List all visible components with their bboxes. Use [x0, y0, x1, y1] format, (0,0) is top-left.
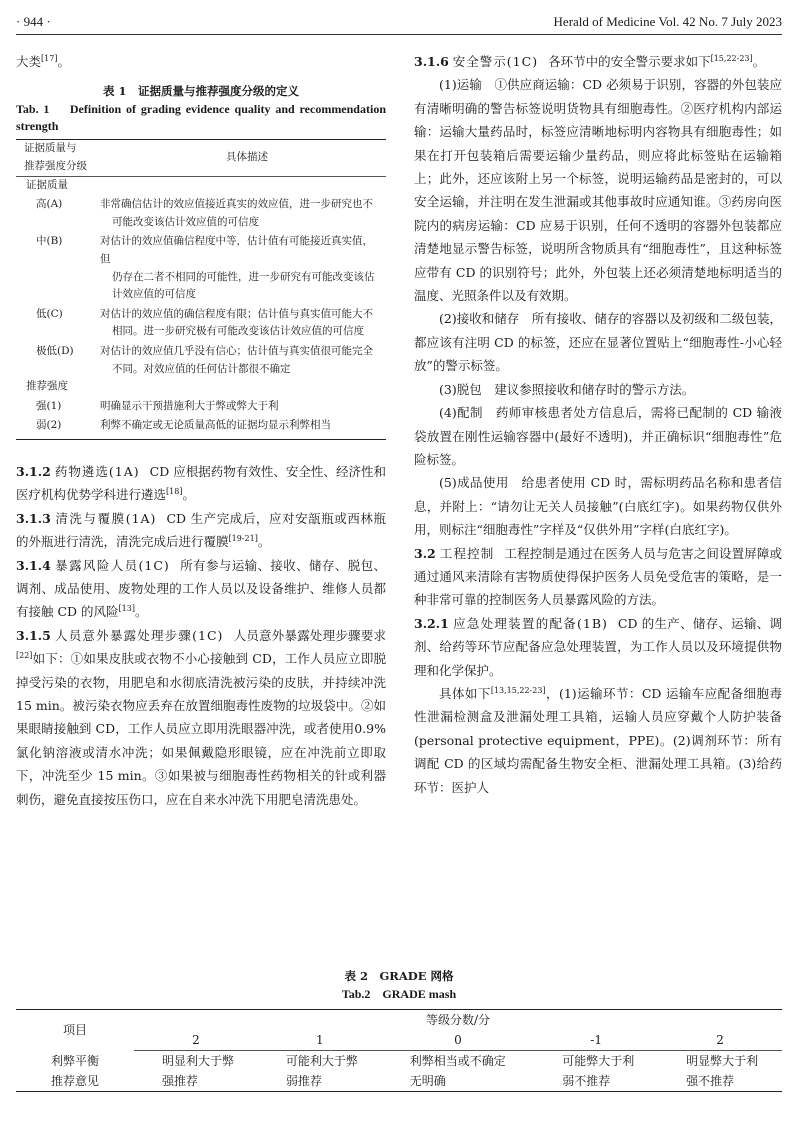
left-column [16, 50, 386, 811]
table1 [16, 139, 386, 440]
running-header [16, 12, 782, 35]
table2-score: 2 [134, 1030, 258, 1051]
page-number: · 944 · [16, 14, 51, 29]
table2-block [16, 968, 782, 1092]
table2-score-header: 等级分数/分 [425, 1013, 491, 1027]
table2-score: -1 [534, 1030, 658, 1051]
section-3-1-3: 3.1.3 清洗与覆膜(1A) CD 生产完成后，应对安瓿瓶或西林瓶的外瓶进行清洗，清洗完成后进行覆膜[19-21]。 [16, 510, 387, 550]
paragraph-unpack: (3)脱包 建议参照接收和储存时的警示方法。 [439, 381, 695, 397]
table2-caption-cn: 表 2 GRADE 网格 [344, 969, 454, 983]
table2-item-header: 项目 [62, 1023, 87, 1038]
table-row: 强(1) 明确显示干预措施利大于弊或弊大于利 [36, 399, 279, 412]
table-row: 利弊平衡 明显利大于弊 可能利大于弊 利弊相当或不确定 可能弊大于利 明显弊大于利 [50, 1053, 759, 1068]
paragraph-transport: (1)运输 ①供应商运输：CD 必须易于识别，容器的外包装应有清晰明确的警告标签说明货物具有细胞毒性。②医疗机构内部运输：运输大量药品时，标签应清晰地标明内容物具有细胞毒性；如果在打开包装箱后需要运输少量药品，则应将此标签贴在运输箱上；此外，还应该附上另一个标签，说明运输药品是密封的，可以安全运输，并注明在发生泄漏或其他事故时应通知谁。③药房向医院内的病房运输：CD 应易于识别，任何不透明的容器外包装都应清楚地显示警告标签，说明所含物质具有“细胞毒性”，且这种标签应带有 CD 的识别符号；此外，外包装上还必须清楚地标明适当的温度、光照条件以及有效期。 [414, 77, 782, 304]
table-row: 弱(2) 利弊不确定或无论质量高低的证据均显示利弊相当 [36, 419, 331, 432]
table-row: 极低(D) 对估计的效应值几乎没有信心；估计值与真实值很可能完全 不同。对效应值的任何估计都很不确定 [36, 344, 373, 375]
table-row: 低(C) 对估计的效应值的确信程度有限；估计值与真实值可能大不 相同。进一步研究极有可能改变该估计效应值的可信度 [36, 307, 373, 338]
paragraph-product-use: (5)成品使用 给患者使用 CD 时，需标明药品名称和患者信息，并附上：“请勿让无关人员接触”(白底红字)。如果药物仅供外用，则标注“细胞毒性”字样及“仅供外用”字样(白底红字)。 [414, 475, 782, 538]
table1-caption-cn: 表 1 证据质量与推荐强度分级的定义 [102, 84, 299, 99]
table2-score: 0 [382, 1030, 534, 1051]
table2 [16, 1009, 782, 1092]
section-3-1-5: 3.1.5 人员意外暴露处理步骤(1C) 人员意外暴露处理步骤要求[22]如下：①如果皮肤或衣物不小心接触到 CD，工作人员应立即脱掉受污染的衣物，用肥皂和水彻底清洗被污染的皮肤，并持续冲洗 15 min。被污染衣物应丢弃在放置细胞毒性废物的垃圾袋中。②如果眼睛接触到 CD，工作人员应立即用洗眼器冲洗，或者使用0.9%氯化钠溶液或清水冲洗；如果佩戴隐形眼镜，应在冲洗前立即取下，冲洗至少 15 min。③如果被与细胞毒性药物相关的针或利器刺伤，避免直接按压伤口，应在自来水冲洗下用肥皂清洗患处。 [16, 627, 386, 807]
section-3-2: 3.2 工程控制 工程控制是通过在医务人员与危害之间设置屏障或通过通风来清除有害物质使得保护医务人员免受危害的策略，是一种非常可靠的控制医务人员暴露风险的方法。 [414, 545, 782, 608]
table1-header [16, 140, 386, 176]
table2-caption-en: Tab.2 GRADE mash [341, 987, 457, 1001]
table2-score: 2 [658, 1030, 782, 1051]
table-row: 高(A) 非常确信估计的效应值接近真实的效应值，进一步研究也不 可能改变该估计效应值的可信度 [36, 198, 373, 228]
right-column [414, 50, 782, 799]
section-3-2-1: 3.2.1 应急处理装置的配备(1B) CD 的生产、储存、运输、调剂、给药等环节应配备应急处理装置，为工作人员以及环境提供物理和化学保护。 [414, 615, 782, 678]
table1-head-desc: 具体描述 [226, 151, 268, 164]
section-3-1-2: 3.1.2 药物遴选(1A) CD 应根据药物有效性、安全性、经济性和医疗机构优势学科进行遴选[18]。 [16, 463, 386, 503]
section-3-1-6: 3.1.6 安全警示(1C) 各环节中的安全警示要求如下[15,22-23]。 [414, 53, 766, 69]
paragraph-dispense: (4)配制 药师审核患者处方信息后，需将已配制的 CD 输液袋放置在刚性运输容器中(最好不透明)，并正确标识“细胞毒性”危险标签。 [414, 405, 782, 467]
carry-over-text: 大类[17]。 [16, 53, 70, 69]
table-row: 中(B) 对估计的效应值确信程度中等，估计值有可能接近真实值，但 仍存在二者不相同的可能性，进一步研究有可能改变该估 计效应值的可信度 [36, 235, 375, 301]
journal-title: Herald of Medicine Vol. 42 No. 7 July 2023 [553, 14, 782, 29]
paragraph-receive-store: (2)接收和储存 所有接收、储存的容器以及初级和二级包装，都应该有注明 CD 的标签，还应在显著位置贴上“细胞毒性-小心轻放”的警示标签。 [414, 311, 782, 374]
table1-caption-en: Tab. 1 Definition of grading evidence quality and recommendation strength [16, 102, 386, 134]
table1-group-recommendation: 推荐强度 [26, 380, 68, 393]
paragraph-detail: 具体如下[13,15,22-23]，(1)运输环节：CD 运输车应配备细胞毒性泄漏检测盒及泄漏处理工具箱，运输人员应穿戴个人防护装备(personal protective equipment，PPE)。(2)调剂环节：所有调配 CD 的区域均需配备生物安全柜、泄漏处理工具箱。(3)给药环节：医护人 [414, 685, 782, 795]
table2-score: 1 [258, 1030, 382, 1051]
table-row: 推荐意见 强推荐 弱推荐 无明确 弱不推荐 强不推荐 [50, 1074, 735, 1088]
section-3-1-4: 3.1.4 暴露风险人员(1C) 所有参与运输、接收、储存、脱包、调剂、成品使用、废物处理的工作人员以及设备维护、维修人员都有接触 CD 的风险[13]。 [16, 557, 386, 620]
table1-group-quality: 证据质量 [26, 178, 68, 191]
table1-head-level: 证据质量与 推荐强度分级 [24, 142, 87, 172]
